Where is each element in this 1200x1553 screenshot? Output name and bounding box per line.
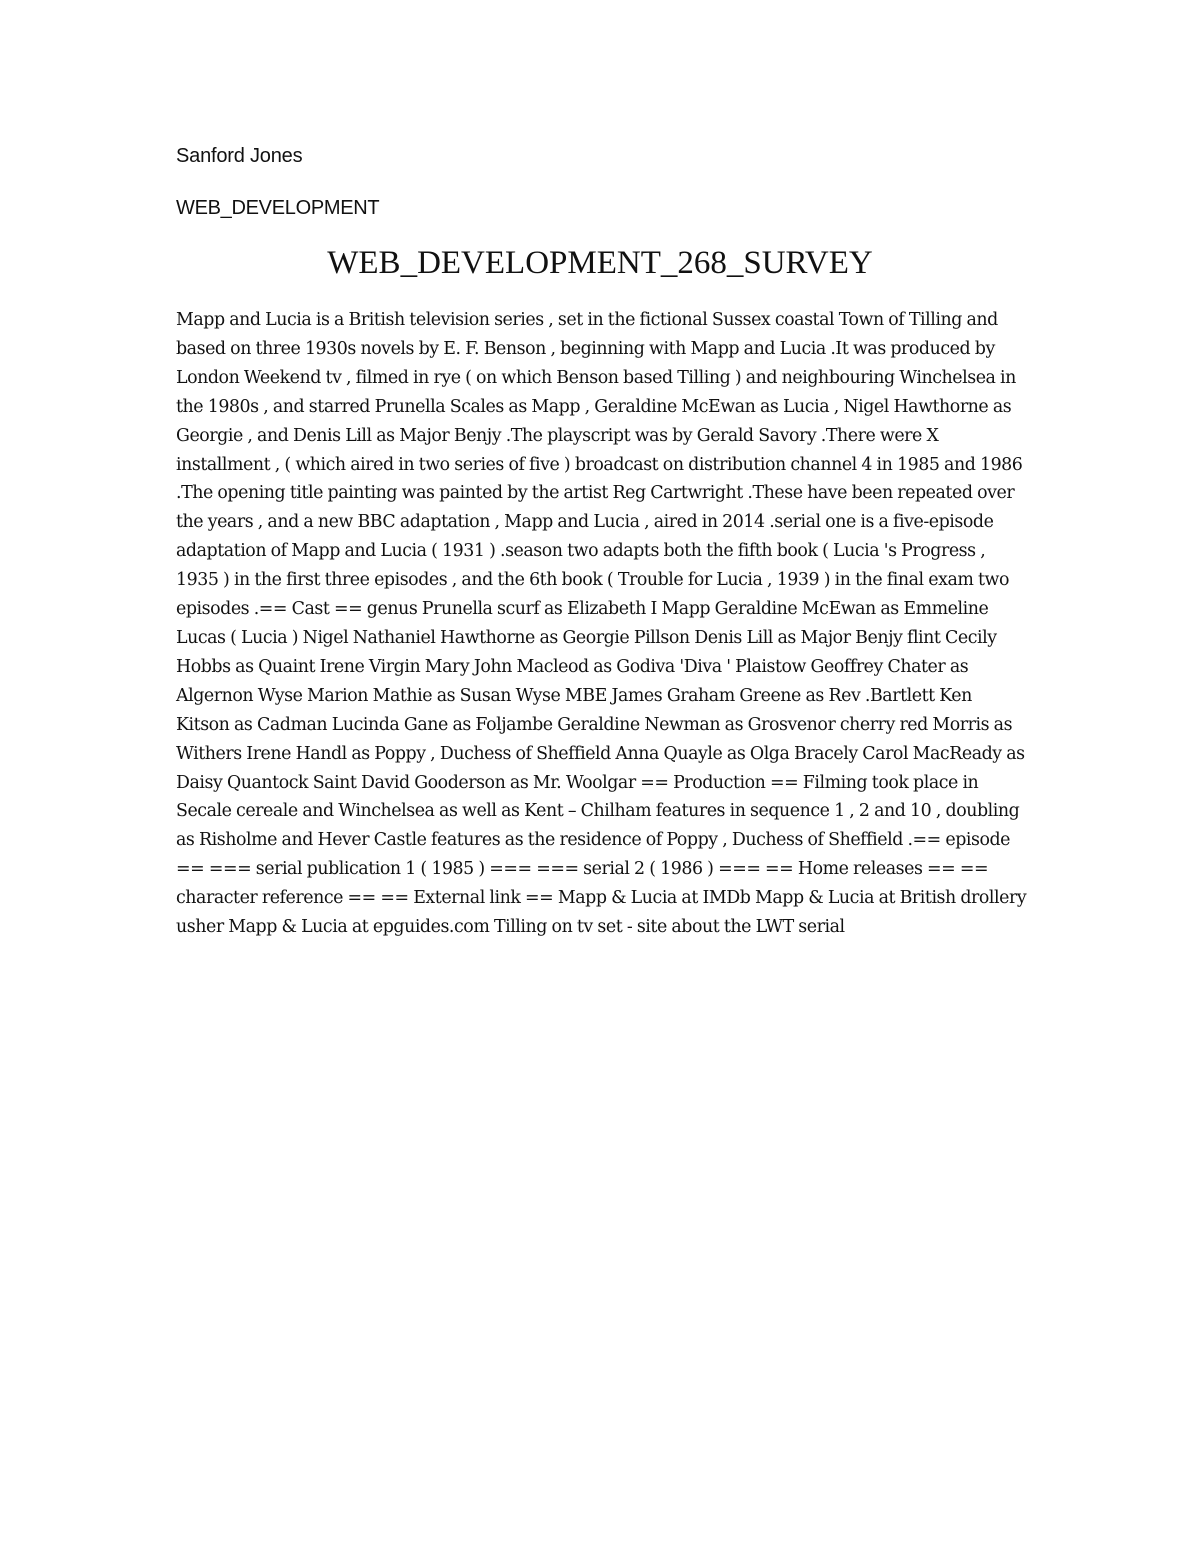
body-paragraph: Mapp and Lucia is a British television series , set in the fictional Sussex coastal Town of Tilling and based on three 1930s novels by E. F. Benson , beginning with Mapp and Lucia .It was produced by London Weekend tv , filmed in rye ( on which Benson based Tilling ) and neighbouring Winchelsea in the 1980s , and starred Prunella Scales as Mapp , Geraldine McEwan as Lucia , Nigel Hawthorne as Georgie , and Denis Lill as Major Benjy .The playscript was by Gerald Savory .There were X installment , ( which aired in two series of five ) broadcast on distribution channel 4 in 1985 and 1986 .The opening title painting was painted by the artist Reg Cartwright .These have been repeated over the years , and a new BBC adaptation , Mapp and Lucia , aired in 2014 .serial one is a five-episode adaptation of Mapp and Lucia ( 1931 ) .season two adapts both the fifth book ( Lucia 's Progress , 1935 ) in the first three episodes , and the 6th book ( Trouble for Lucia , 1939 ) in the final exam two episodes .== Cast == genus Prunella scurf as Elizabeth I Mapp Geraldine McEwan as Emmeline Lucas ( Lucia ) Nigel Nathaniel Hawthorne as Georgie Pillson Denis Lill as Major Benjy flint Cecily Hobbs as Quaint Irene Virgin Mary John Macleod as Godiva 'Diva ' Plaistow Geoffrey Chater as Algernon Wyse Marion Mathie as Susan Wyse MBE James Graham Greene as Rev .Bartlett Ken Kitson as Cadman Lucinda Gane as Foljambe Geraldine Newman as Grosvenor cherry red Morris as Withers Irene Handl as Poppy , Duchess of Sheffield Anna Quayle as Olga Bracely Carol MacReady as Daisy Quantock Saint David Gooderson as Mr. Woolgar == Production == Filming took place in Secale cereale and Winchelsea as well as Kent – Chilham features in sequence 1 , 2 and 10 , doubling as Risholme and Hever Castle features as the residence of Poppy , Duchess of Sheffield .== episode == === serial publication 1 ( 1985 ) === === serial 2 ( 1986 ) === == Home releases == == character reference == == External link == Mapp & Lucia at IMDb Mapp & Lucia at British drollery usher Mapp & Lucia at epguides.com Tilling on tv set - site about the LWT serial: [176, 310, 1027, 938]
document-title: WEB_DEVELOPMENT_268_SURVEY: [327, 245, 873, 281]
category-label: WEB_DEVELOPMENT: [176, 197, 380, 219]
author-name: Sanford Jones: [176, 145, 303, 167]
